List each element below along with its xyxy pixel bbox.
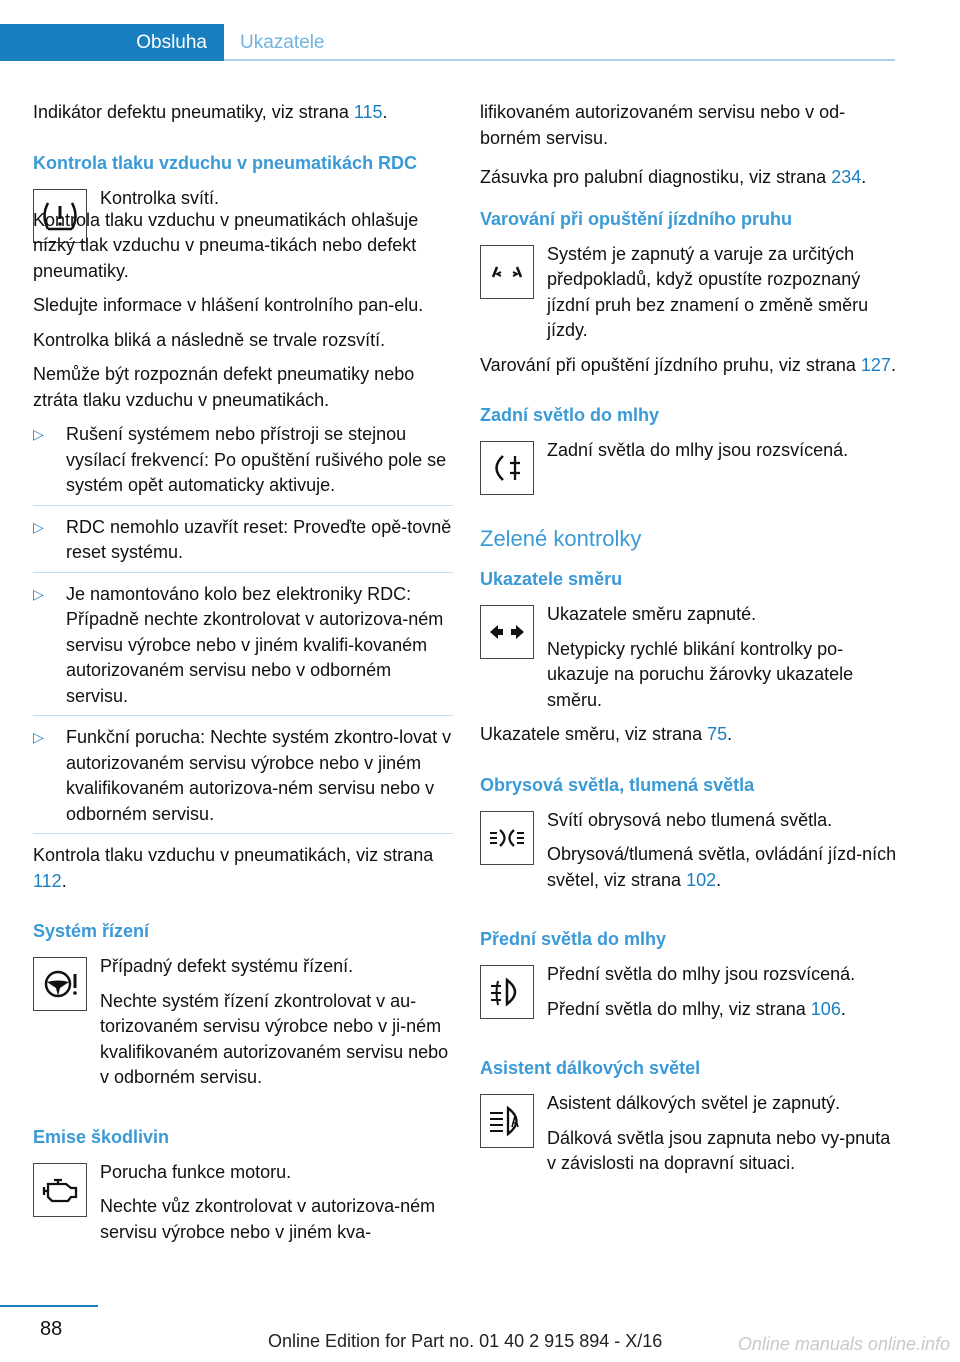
- emission-line1: Porucha funkce motoru.: [100, 1161, 292, 1182]
- rear-fog-line1: Zadní světla do mlhy jsou rozsvícená.: [547, 440, 849, 460]
- text: Indikátor defektu pneumatiky, viz strana: [33, 102, 349, 122]
- parking-lights-heading: Obrysová světla, tlumená světla: [480, 774, 755, 795]
- rdc-line2: Kontrola tlaku vzduchu v pneumatikách ohlašuje nízký tlak vzduchu v pneuma‐tikách nebo defekt pneumatiky.: [33, 209, 419, 281]
- lane-heading: Varování při opuštění jízdního pruhu: [480, 208, 793, 229]
- rear-fog-indicator: [480, 438, 900, 495]
- high-beam-assist-icon: [480, 1094, 534, 1148]
- hba-line1: Asistent dálkových světel je zapnutý.: [547, 1093, 841, 1113]
- parking-line2: Obrysová/tlumená světla, ovládání jízd‐ních světel, viz strana 102.: [547, 844, 897, 890]
- lane-ref: Varování při opuštění jízdního pruhu, viz strana 127.: [480, 354, 896, 375]
- rdc-heading: Kontrola tlaku vzduchu v pneumatikách RDC: [33, 152, 418, 173]
- turn-heading: Ukazatele směru: [480, 569, 623, 589]
- rdc-line1: Kontrolka svítí.: [100, 187, 220, 208]
- text: Obrysová/tlumená světla, ovládání jízd‐ních světel, viz strana: [547, 844, 897, 890]
- parking-lights-icon: [480, 811, 534, 865]
- footer-rule: [0, 1305, 98, 1307]
- text: Varování při opuštění jízdního pruhu, viz strana: [480, 354, 856, 375]
- lane-indicator: [480, 242, 900, 353]
- green-indicators-heading: Zelené kontrolky: [480, 526, 642, 551]
- steering-wheel-warning-icon: [33, 957, 87, 1011]
- text: Rušení systémem nebo přístroji se stejnou vysílací frekvencí: Po opuštění rušivého pole se systém opět automaticky aktivuje.: [66, 424, 447, 495]
- page-link-234[interactable]: 234: [831, 167, 862, 187]
- steering-line1: Případný defekt systému řízení.: [100, 956, 354, 976]
- page-link-115[interactable]: 115: [353, 102, 383, 122]
- continued-text: lifikovaném autorizovaném servisu nebo v od‐borném servisu.: [480, 102, 846, 148]
- text: Přední světla do mlhy, viz strana: [547, 998, 806, 1019]
- watermark: Online manuals online.info: [737, 1334, 950, 1354]
- lane-line1: Systém je zapnutý a varuje za určitých předpokladů, když opustíte rozpoznaný jízdní pruh bez znamení o změně směru jízdy.: [547, 243, 869, 340]
- front-fog-light-icon: [480, 965, 534, 1019]
- steering-line2: Nechte systém řízení zkontrolovat v au‐torizovaném servisu výrobce nebo v ji‐ném kvalifikovaném autorizovaném servisu nebo v odborném servisu.: [100, 990, 449, 1087]
- page-link-112[interactable]: 112: [33, 870, 62, 891]
- list-item: ▷ RDC nemohlo uzavřít reset: Proveďte opě‐tovně reset systému.: [33, 515, 453, 573]
- edition-footer: Online Edition for Part no. 01 40 2 915 894 - X/16: [268, 1331, 663, 1351]
- rdc-p2: Sledujte informace v hlášení kontrolního pan‐elu.: [33, 295, 424, 315]
- hba-line2: Dálková světla jsou zapnuta nebo vy‐pnuta v závislosti na dopravní situaci.: [547, 1127, 891, 1173]
- front-fog-line2: Přední světla do mlhy, viz strana 106.: [547, 998, 846, 1019]
- front-fog-indicator: [480, 962, 900, 1031]
- turn-ref: Ukazatele směru, viz strana 75.: [480, 724, 733, 744]
- rear-fog-light-icon: [480, 441, 534, 495]
- list-item: ▷ Funkční porucha: Nechte systém zkontro‐lovat v autorizovaném servisu výrobce nebo v jiném kvalifikovaném autorizova‐ném servisu nebo v odborném servisu.: [33, 725, 453, 834]
- turn-line1: Ukazatele směru zapnuté.: [547, 604, 757, 624]
- parking-line1: Svítí obrysová nebo tlumená světla.: [547, 809, 833, 830]
- high-beam-assist-heading: Asistent dálkových světel: [480, 1058, 701, 1078]
- page-link-106[interactable]: 106: [810, 998, 841, 1019]
- emission-indicator: [33, 1160, 453, 1255]
- obd-ref: Zásuvka pro palubní diagnostiku, viz strana 234.: [480, 167, 867, 187]
- high-beam-assist-indicator: [480, 1091, 900, 1186]
- right-column: [480, 100, 900, 1186]
- tire-defect-ref: Indikátor defektu pneumatiky, viz strana 115.: [33, 102, 388, 122]
- list-item: ▷ Je namontováno kolo bez elektroniky RDC: Případně nechte zkontrolovat v autorizova‐ném servisu výrobce nebo v jiném kvalifi‐kovaném autorizovaném servisu nebo v odborném servisu.: [33, 582, 453, 717]
- turn-line2: Netypicky rychlé blikání kontrolky po‐ukazuje na poruchu žárovky ukazatele směru.: [547, 638, 854, 710]
- front-fog-line1: Přední světla do mlhy jsou rozsvícená.: [547, 964, 856, 984]
- header-divider: [224, 59, 895, 61]
- emission-heading: Emise škodlivin: [33, 1126, 170, 1147]
- rdc-p3: Kontrolka bliká a následně se trvale rozsvítí.: [33, 329, 386, 350]
- rdc-p4: Nemůže být rozpoznán defekt pneumatiky nebo ztráta tlaku vzduchu v pneumatikách.: [33, 364, 415, 410]
- rdc-bullets: [33, 422, 453, 834]
- page-link-127[interactable]: 127: [860, 354, 891, 375]
- turn-indicator: [480, 602, 900, 722]
- tab-ukazatele[interactable]: Ukazatele: [240, 32, 325, 53]
- page-link-102[interactable]: 102: [686, 869, 717, 890]
- list-item: ▷ Rušení systémem nebo přístroji se stejnou vysílací frekvencí: Po opuštění rušivého pole se systém opět automaticky aktivuje.: [33, 422, 453, 506]
- left-column: [33, 100, 453, 1254]
- parking-lights-indicator: [480, 808, 900, 903]
- rear-fog-heading: Zadní světlo do mlhy: [480, 405, 660, 425]
- front-fog-heading: Přední světla do mlhy: [480, 929, 667, 949]
- text: Funkční porucha: Nechte systém zkontro‐lovat v autorizovaném servisu výrobce nebo v jiném kvalifikovaném autorizova‐ném servisu nebo v odborném servisu.: [66, 727, 452, 824]
- page-number: 88: [40, 1318, 63, 1340]
- tab-obsluha[interactable]: Obsluha: [0, 24, 224, 61]
- text: Zásuvka pro palubní diagnostiku, viz strana: [480, 167, 827, 187]
- turn-signal-arrows-icon: [480, 605, 534, 659]
- text: Kontrola tlaku vzduchu v pneumatikách, viz strana: [33, 845, 434, 865]
- rdc-ref: Kontrola tlaku vzduchu v pneumatikách, viz strana 112.: [33, 845, 434, 891]
- emission-line2: Nechte vůz zkontrolovat v autorizova‐ném servisu výrobce nebo v jiném kva‐: [100, 1196, 436, 1242]
- text: RDC nemohlo uzavřít reset: Proveďte opě‐tovně reset systému.: [66, 516, 452, 562]
- steering-indicator: [33, 954, 453, 1100]
- engine-icon: [33, 1163, 87, 1217]
- steering-heading: Systém řízení: [33, 921, 150, 941]
- text: Ukazatele směru, viz strana: [480, 724, 703, 744]
- text: Je namontováno kolo bez elektroniky RDC: Případně nechte zkontrolovat v autorizova‐ném servisu výrobce nebo v jiném kvalifi‐kovaném autorizovaném servisu nebo v odborném servisu.: [66, 583, 444, 706]
- header-tabs: [0, 24, 895, 61]
- page-link-75[interactable]: 75: [707, 724, 728, 744]
- lane-departure-icon: [480, 245, 534, 299]
